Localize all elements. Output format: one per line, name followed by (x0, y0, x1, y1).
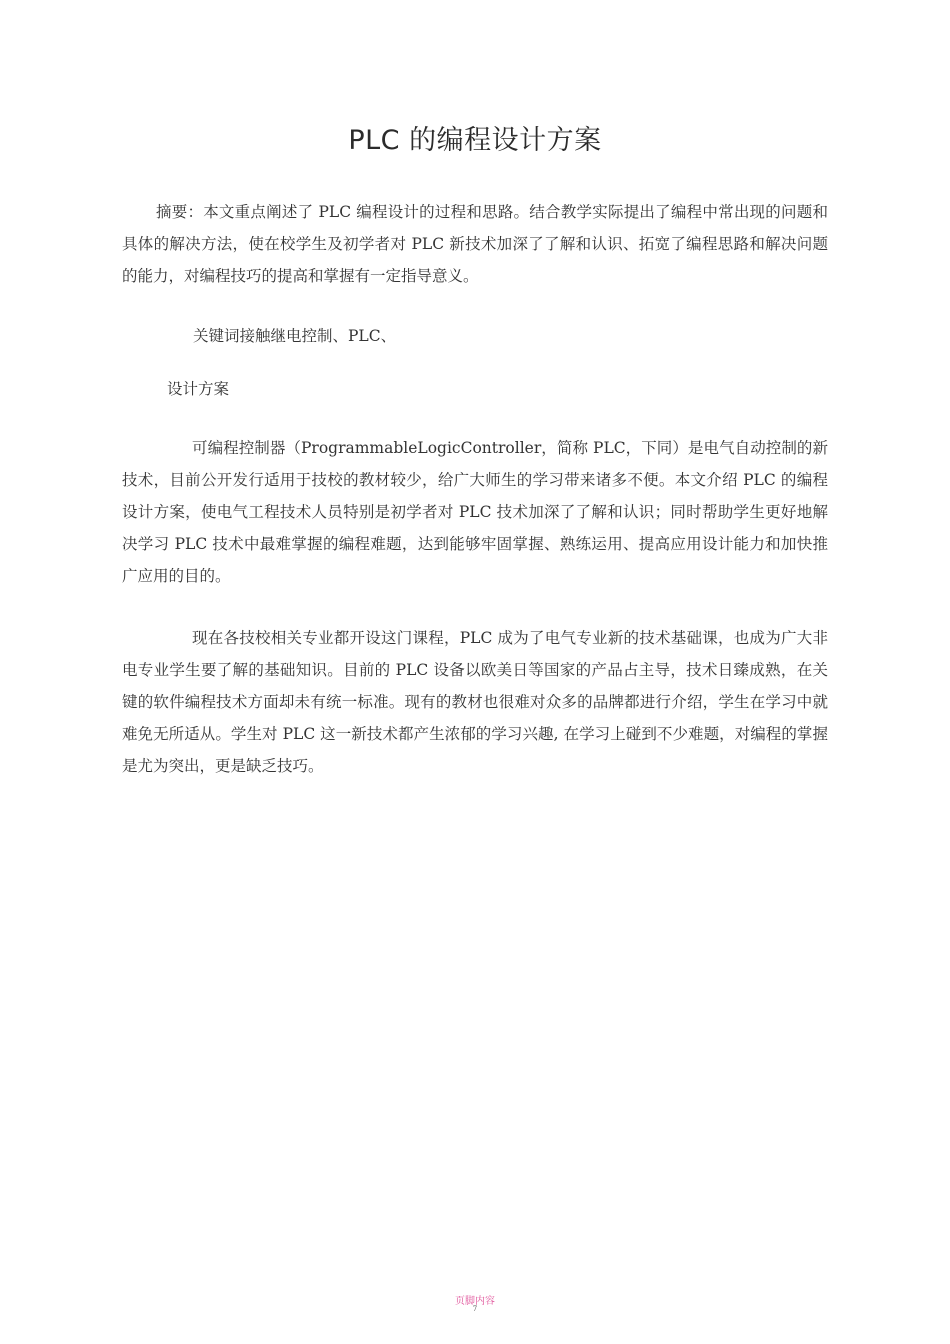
keywords-line: 关键词接触继电控制、PLC、 (193, 327, 397, 345)
page-footer: 页脚内容 (455, 1296, 495, 1307)
body-paragraph-2: 现在各技校相关专业都开设这门课程，PLC 成为了电气专业新的技术基础课，也成为广大非电专业学生要了解的基础知识。目前的 PLC 设备以欧美日等国家的产品占主导，技术日臻成熟，在关键的软件编程技术方面却未有统一标准。现有的教材也很难对众多的品牌都进行介绍，学生在学习中就难免无所适从。学生对 PLC 这一新技术都产生浓郁的学习兴趣, 在学习上碰到不少难题，对编程的掌握是尤为突出，更是缺乏技巧。 (122, 629, 828, 775)
keywords-continuation: 设计方案 (167, 380, 230, 398)
body-paragraph-1: 可编程控制器（ProgrammableLogicController，简称 PLC，下同）是电气自动控制的新技术，目前公开发行适用于技校的教材较少，给广大师生的学习带来诸多不便。本文介绍 PLC 的编程设计方案，使电气工程技术人员特别是初学者对 PLC 技术加深了了解和认识；同时帮助学生更好地解决学习 PLC 技术中最难掌握的编程难题，达到能够牢固掌握、熟练运用、提高应用设计能力和加快推广应用的目的。 (122, 439, 828, 585)
abstract-paragraph: 摘要：本文重点阐述了 PLC 编程设计的过程和思路。结合教学实际提出了编程中常出现的问题和具体的解决方法，使在校学生及初学者对 PLC 新技术加深了了解和认识、拓宽了编程思路和解决问题的能力，对编程技巧的提高和掌握有一定指导意义。 (122, 203, 828, 285)
page-number: 7 (472, 1305, 478, 1313)
document-title: PLC 的编程设计方案 (348, 125, 602, 156)
